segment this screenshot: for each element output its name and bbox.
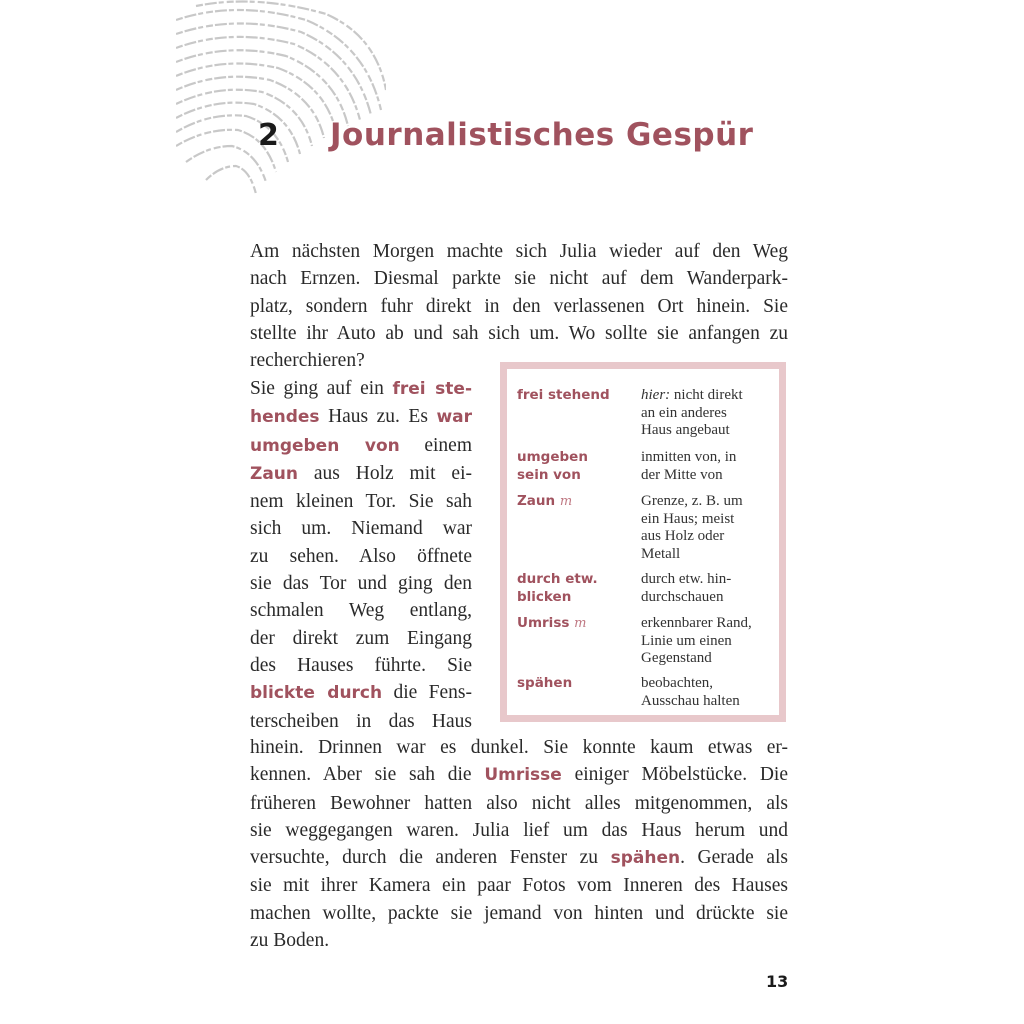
glossary-term: Zaun m — [517, 493, 573, 509]
text-line: Zaun aus Holz mit ei- — [250, 462, 472, 484]
text-line: nem kleinen Tor. Sie sah — [250, 491, 472, 513]
text-line: platz, sondern fuhr direkt in den verlassenen Ort hinein. Sie — [250, 295, 788, 317]
glossary-entry — [517, 449, 777, 484]
fingerprint-icon — [176, 0, 386, 200]
text-line: Sie ging auf ein frei ste- — [250, 378, 472, 399]
glossary-term: spähen — [517, 675, 573, 691]
body-text-side — [250, 375, 472, 735]
text-line: sie weggegangen waren. Julia lief um das Haus herum und — [250, 819, 788, 841]
text-line: terscheiben in das Haus — [250, 710, 472, 732]
keyword-umriss: Umrisse — [484, 765, 562, 786]
glossary-entry — [517, 615, 777, 668]
keyword-zaun: Zaun — [250, 463, 299, 484]
glossary-definition: inmitten von, in der Mitte von — [641, 449, 737, 483]
chapter-title: Journalistisches Gespür — [330, 117, 754, 153]
keyword-umgeben-sein-von: war — [436, 407, 472, 428]
glossary-entry — [517, 493, 777, 563]
glossary-definition: erkennbarer Rand, Linie um einen Gegenstand — [641, 615, 752, 666]
keyword-durch-etw-blicken: blickte durch — [250, 683, 383, 704]
glossary-entry — [517, 387, 777, 440]
glossary-term: frei stehend — [517, 387, 610, 403]
body-text-top — [250, 238, 788, 374]
text-line: sich um. Niemand war — [250, 518, 472, 540]
glossary-term: Umriss m — [517, 615, 587, 631]
keyword-umgeben-sein-von: umgeben von — [250, 435, 400, 456]
keyword-frei-stehend: hendes — [250, 407, 320, 428]
glossary-definition: hier: nicht direkt an ein anderes Haus angebaut — [641, 387, 743, 438]
text-line: nach Ernzen. Diesmal parkte sie nicht auf dem Wanderpark- — [250, 268, 788, 290]
glossary-term: durch etw. blicken — [517, 571, 598, 605]
text-line: recherchieren? — [250, 350, 365, 372]
glossary-entry — [517, 675, 777, 710]
glossary-definition: durch etw. hin- durchschauen — [641, 571, 732, 605]
text-line: stellte ihr Auto ab und sah sich um. Wo sollte sie anfangen zu — [250, 322, 788, 344]
chapter-number: 2 — [258, 117, 279, 153]
glossary-definition: beobachten, Ausschau halten — [641, 675, 740, 709]
text-line: versuchte, durch die anderen Fenster zu spähen. Gerade als — [250, 847, 788, 869]
text-line: früheren Bewohner hatten also nicht alles mitgenommen, als — [250, 792, 788, 814]
text-line: sie das Tor und ging den — [250, 573, 472, 595]
text-line: hendes Haus zu. Es war — [250, 406, 472, 428]
text-line: machen wollte, packte sie jemand von hinten und drückte sie — [250, 902, 788, 924]
keyword-frei-stehend: frei ste- — [392, 379, 472, 399]
text-line: zu Boden. — [250, 930, 330, 952]
text-line: sie mit ihrer Kamera ein paar Fotos vom Inneren des Hauses — [250, 875, 788, 897]
text-line: umgeben von einem — [250, 434, 472, 456]
text-line: hinein. Drinnen war es dunkel. Sie konnte kaum etwas er- — [250, 737, 788, 758]
text-line: kennen. Aber sie sah die Umrisse einiger Möbelstücke. Die — [250, 764, 788, 786]
text-line: des Hauses führte. Sie — [250, 654, 472, 676]
body-text-bottom — [250, 734, 788, 954]
glossary-term: umgeben sein von — [517, 449, 588, 483]
glossary-box — [500, 362, 786, 722]
text-line: der direkt zum Eingang — [250, 627, 472, 649]
chapter-heading — [258, 110, 753, 160]
glossary-definition: Grenze, z. B. um ein Haus; meist aus Holz oder Metall — [641, 493, 743, 562]
text-line: Am nächsten Morgen machte sich Julia wieder auf den Weg — [250, 241, 788, 262]
text-line: blickte durch die Fens- — [250, 682, 472, 704]
keyword-spaehen: spähen — [610, 848, 681, 869]
page-number: 13 — [766, 972, 789, 991]
glossary-entry — [517, 571, 777, 606]
text-line: schmalen Weg entlang, — [250, 600, 472, 622]
text-line: zu sehen. Also öffnete — [250, 545, 472, 567]
